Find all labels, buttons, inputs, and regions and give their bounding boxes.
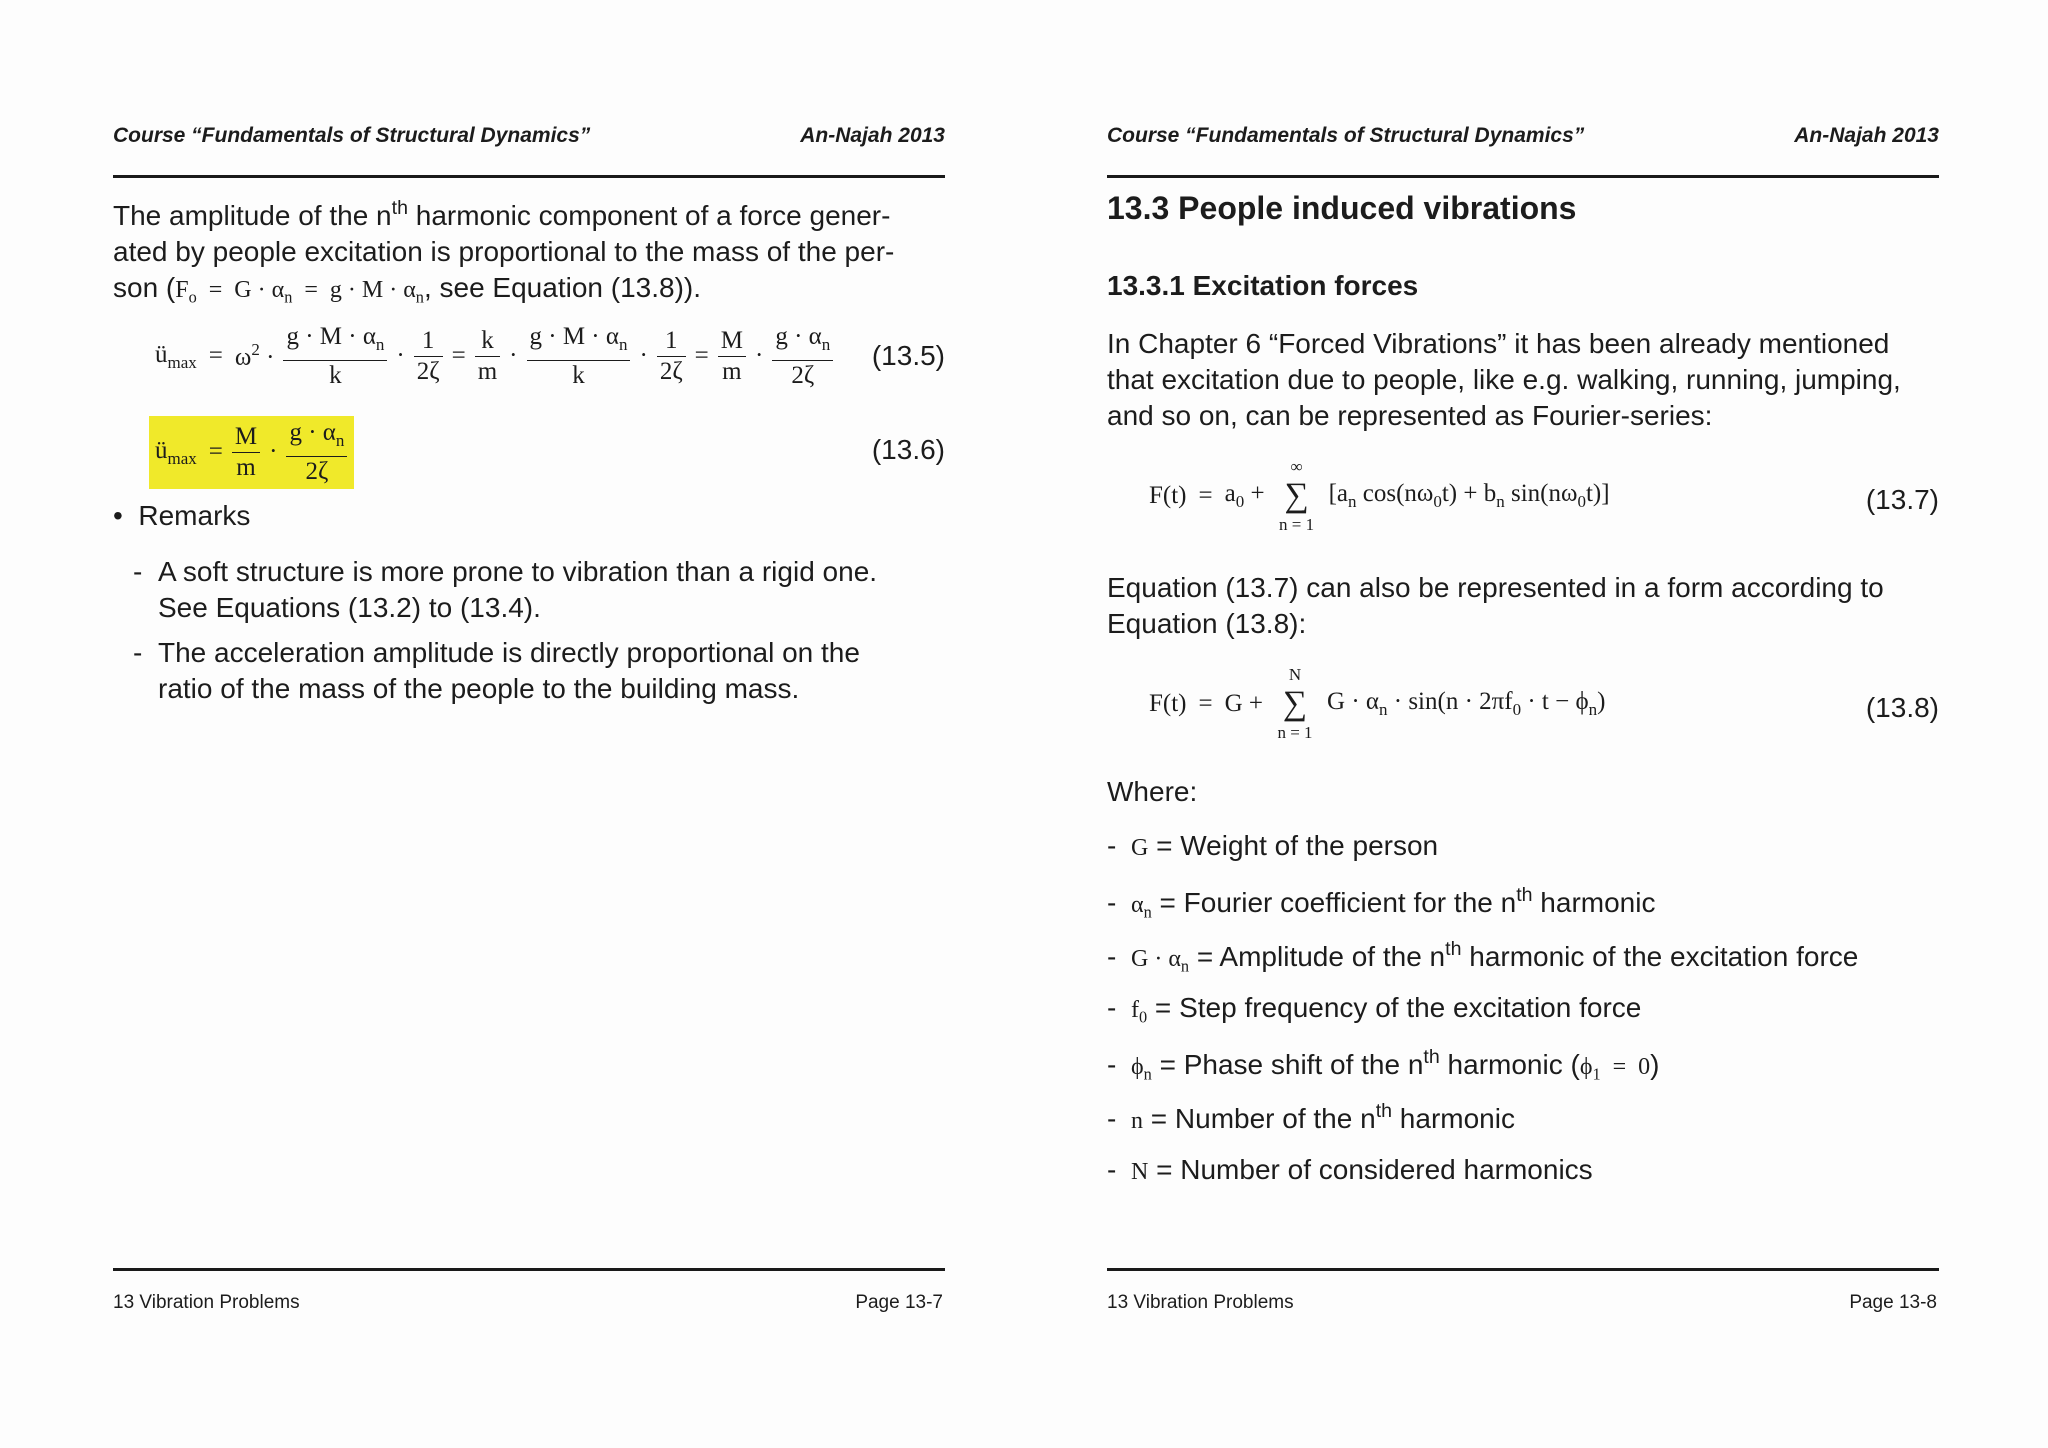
equation-13-7-body: $F(t) = a_0$ + ∞ ∑ n = 1 [$a_n$ $\cos(n\omega_0t) + b_n$ $\sin(n\omega_0t)$] (1149, 457, 1610, 534)
where-label: Where: (1107, 776, 1198, 807)
equation-13-5 (113, 322, 945, 394)
university-year: An-Najah 2013 (800, 124, 945, 147)
equation-number: (13.5) (871, 340, 945, 371)
chapter-label: 13 Vibration Problems (113, 1292, 300, 1313)
equation-13-8-body: F(t) = G + N ∑ n = 1 $G \cdot \alpha_n \cdot \sin(n \cdot 2\pi f_0 \cdot t - \phi_n)$ (1149, 665, 1606, 742)
force-expression: $F_o = G \cdot \alpha_n = g \cdot M \cdot \alpha_n$ (175, 276, 424, 307)
footer-rule (113, 1268, 945, 1271)
header-rule (1107, 175, 1939, 178)
subsection-heading: 13.3.1 Excitation forces (1107, 270, 1419, 301)
equation-number: (13.8) (1865, 692, 1939, 723)
definition-item: - $\phi_n$ = Phase shift of the $n^{th}$ harmonic $(\phi_1 = 0)$ (1107, 1046, 1660, 1084)
page-number: Page 13-8 (1849, 1292, 1937, 1313)
intro-paragraph: In Chapter 6 “Forced Vibrations” it has been already mentioned that excitation due to people, like e.g. walking, running, jumping, and so on, can be represented as Fourier-series: (1107, 328, 1901, 431)
intro-line-3: son ($F_o = G \cdot \alpha_n = g \cdot M \cdot \alpha_n$, see Equation (13.8)). (113, 271, 701, 307)
definition-item: - n = Number of the $n^{th}$ harmonic (1107, 1100, 1515, 1134)
definition-item: - $\alpha_n$ = Fourier coefficient for the $n^{th}$ harmonic (1107, 884, 1656, 922)
section-heading: 13.3 People induced vibrations (1107, 190, 1577, 226)
course-title: Course “Fundamentals of Structural Dynamics” (1107, 124, 1585, 147)
equation-13-8 (1107, 664, 1939, 764)
remark-item: - A soft structure is more prone to vibration than a rigid one. See Equations (13.2) to (13.4). (133, 556, 878, 623)
remarks-heading: • Remarks (113, 500, 251, 531)
intro-paragraph (113, 190, 945, 315)
header-rule (113, 175, 945, 178)
chapter-label: 13 Vibration Problems (1107, 1292, 1294, 1313)
page-header (113, 124, 945, 152)
equation-13-7 (1107, 456, 1939, 556)
footer-rule (1107, 1268, 1939, 1271)
definition-item: - $G \cdot \alpha_n$ = Amplitude of the $n^{th}$ harmonic of the excitation force (1107, 938, 1859, 976)
equation-13-5-body: $ü_{max} = \omega^2$ · $\frac{g \cdot M \cdot \alpha_n}{k}$ · $\frac{1}{2\zeta}$ = $\frac{k}{m}$ · $\frac{g \cdot M \cdot \alpha_n}{k}$ · $\frac{1}{2\zeta}$ = $\frac{M}{m}$ · $\frac{g \cdot \alpha_n}{2\zeta}$ (149, 322, 836, 391)
definition-item: - $f_0$ = Step frequency of the excitation force (1107, 992, 1642, 1027)
equation-transition-text: Equation (13.7) can also be represented in a form according to Equation (13.8): (1107, 572, 1884, 639)
remark-item: - The acceleration amplitude is directly proportional on the ratio of the mass of the people to the building mass. (133, 637, 860, 704)
left-page (113, 0, 945, 1448)
university-year: An-Najah 2013 (1794, 124, 1939, 147)
definition-item: - N = Number of considered harmonics (1107, 1154, 1593, 1185)
page-header (1107, 124, 1939, 152)
page-number: Page 13-7 (855, 1292, 943, 1313)
equation-number: (13.6) (871, 434, 945, 465)
intro-line-2: ated by people excitation is proportional to the mass of the per- (113, 235, 895, 267)
equation-13-6 (113, 416, 945, 488)
intro-line-1: The amplitude of the $n^{th}$ harmonic component of a force gener- (113, 197, 891, 231)
course-title: Course “Fundamentals of Structural Dynamics” (113, 124, 591, 147)
equation-number: (13.7) (1865, 484, 1939, 515)
right-page (1107, 0, 1939, 1448)
definition-item: - G = Weight of the person (1107, 830, 1439, 861)
equation-13-6-body: $ü_{max}$ = $\frac{M}{m}$ · $\frac{g \cdot \alpha_n}{2\zeta}$ (149, 416, 354, 489)
